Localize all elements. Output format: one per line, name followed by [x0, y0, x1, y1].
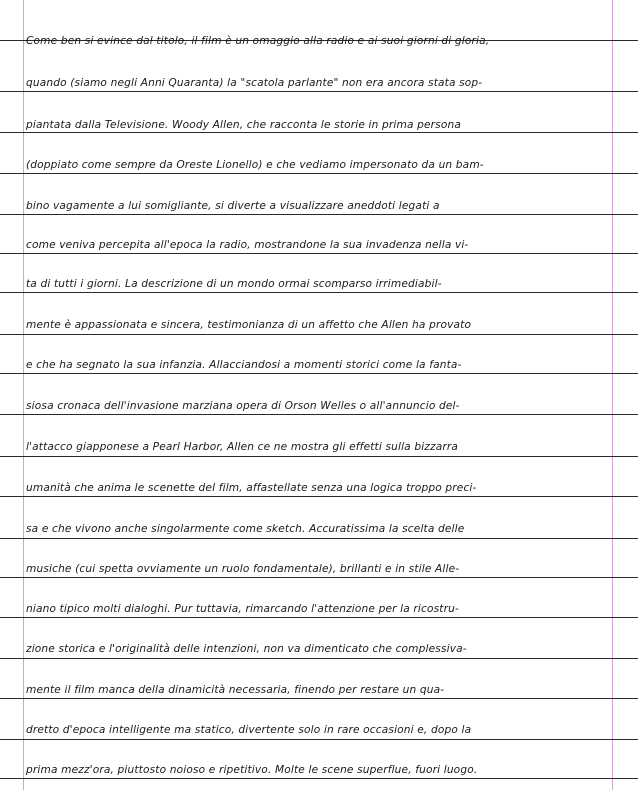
- handwritten-line: ta di tutti i giorni. La descrizione di un mondo ormai scomparso irrimediabil-: [26, 278, 442, 290]
- handwritten-line: niano tipico molti dialoghi. Pur tuttavia, rimarcando l'attenzione per la ricostru-: [26, 603, 459, 615]
- handwritten-line: sa e che vivono anche singolarmente come sketch. Accuratissima la scelta delle: [26, 523, 465, 535]
- handwritten-line: come veniva percepita all'epoca la radio, mostrandone la sua invadenza nella vi-: [26, 239, 469, 251]
- left-margin-rule: [23, 0, 24, 790]
- handwritten-line: mente il film manca della dinamicità necessaria, finendo per restare un qua-: [26, 684, 445, 696]
- handwritten-line: musiche (cui spetta ovviamente un ruolo fondamentale), brillanti e in stile Alle-: [26, 563, 460, 575]
- handwritten-line: zione storica e l'originalità delle intenzioni, non va dimenticato che complessiva-: [26, 643, 467, 655]
- handwritten-line: (doppiato come sempre da Oreste Lionello) e che vediamo impersonato da un bam-: [26, 159, 484, 171]
- handwritten-line: bino vagamente a lui somigliante, si diverte a visualizzare aneddoti legati a: [26, 200, 440, 212]
- handwritten-line: prima mezz'ora, piuttosto noioso e ripetitivo. Molte le scene superflue, fuori luogo.: [26, 764, 478, 776]
- handwritten-line: piantata dalla Televisione. Woody Allen, che racconta le storie in prima persona: [26, 119, 461, 131]
- handwritten-line: quando (siamo negli Anni Quaranta) la "scatola parlante" non era ancora stata sop-: [26, 77, 483, 89]
- handwritten-line: umanità che anima le scenette del film, affastellate senza una logica troppo preci-: [26, 482, 477, 494]
- handwritten-line: siosa cronaca dell'invasione marziana opera di Orson Welles o all'annuncio del-: [26, 400, 460, 412]
- handwritten-line: dretto d'epoca intelligente ma statico, divertente solo in rare occasioni e, dopo la: [26, 724, 472, 736]
- handwritten-line: e che ha segnato la sua infanzia. Allacciandosi a momenti storici come la fanta-: [26, 359, 462, 371]
- handwritten-line: Come ben si evince dal titolo, il film è un omaggio alla radio e ai suoi giorni di gloria,: [26, 35, 490, 47]
- handwritten-line: mente è appassionata e sincera, testimonianza di un affetto che Allen ha provato: [26, 319, 472, 331]
- right-margin-rule: [612, 0, 613, 790]
- handwritten-line: l'attacco giapponese a Pearl Harbor, Allen ce ne mostra gli effetti sulla bizzarra: [26, 441, 459, 453]
